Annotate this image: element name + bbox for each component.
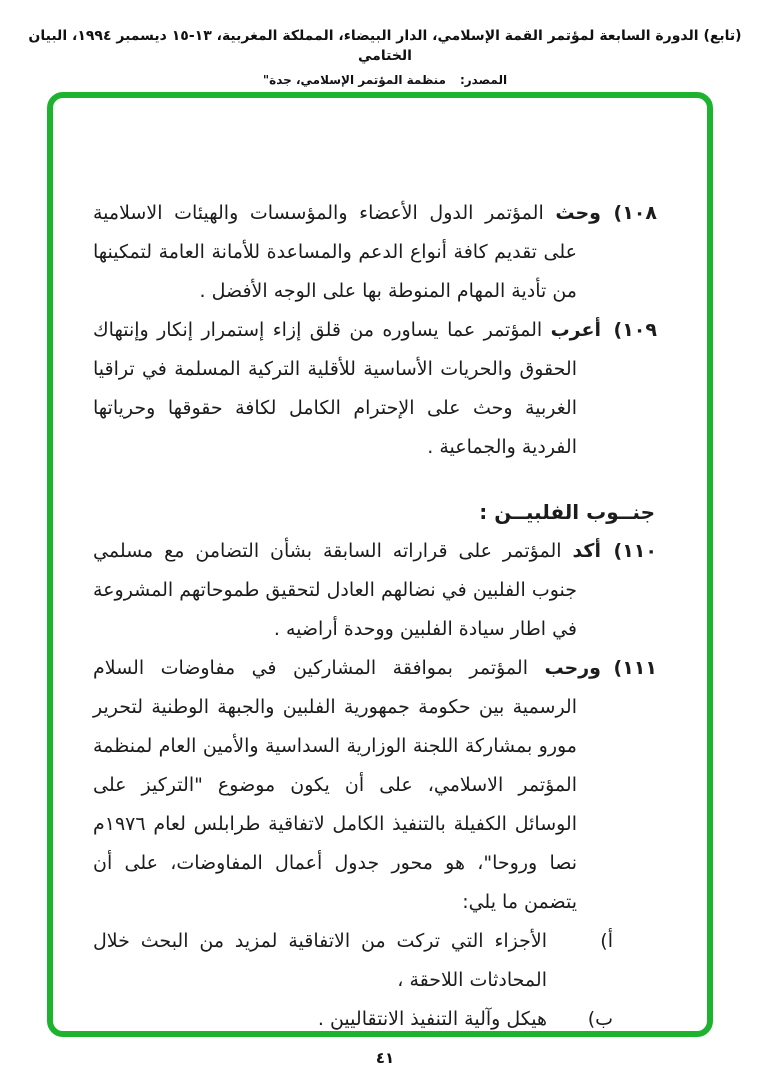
paragraph-110-lead: أكد bbox=[572, 540, 601, 562]
header-source-line bbox=[0, 73, 770, 87]
page-footer bbox=[0, 1048, 770, 1067]
page-number: ٤١ bbox=[375, 1049, 395, 1067]
header-citation: (تابع) الدورة السابعة لمؤتمر القمة الإسلامي، الدار البيضاء، المملكة المغربية، ١٣-١٥ ديسمبر ١٩٩٤، البيان الختامي bbox=[28, 28, 742, 64]
paragraph-110-text: المؤتمر على قراراته السابقة بشأن التضامن مع مسلمي جنوب الفلبين في نضالهم العادل لتحقيق طموحاتهم المشروعة في اطار سيادة الفلبين ووحدة أراضيه . bbox=[93, 540, 577, 640]
paragraph-108 bbox=[93, 194, 655, 311]
sub-item-a bbox=[93, 922, 655, 1000]
sub-item-b-text: هيكل وآلية التنفيذ الانتقاليين . bbox=[317, 1008, 547, 1030]
paragraph-109-text: المؤتمر عما يساوره من قلق إزاء إستمرار إنكار وإنتهاك الحقوق والحريات الأساسية للأقلية التركية المسلمة في تراقيا الغربية وحث على الإحترام الكامل لكافة حقوقها وحرياتها الفردية والجماعية . bbox=[93, 319, 577, 458]
page-header bbox=[0, 26, 770, 87]
paragraph-108-number: ١٠٨) bbox=[613, 202, 657, 224]
paragraph-111-text: المؤتمر بموافقة المشاركين في مفاوضات السلام الرسمية بين حكومة جمهورية الفلبين والجبهة الوطنية لتحرير مورو بمشاركة اللجنة الوزارية السداسية والأمين العام لمنظمة المؤتمر الاسلامي، على أن يكون موضوع "التركيز على الوسائل الكفيلة بالتنفيذ الكامل لاتفاقية طرابلس لعام ١٩٧٦م نصا وروحا"، هو محور جدول أعمال المفاوضات، على أن يتضمن ما يلي: bbox=[93, 657, 577, 913]
paragraph-111 bbox=[93, 649, 655, 922]
paragraph-110-number: ١١٠) bbox=[613, 540, 657, 562]
document-body bbox=[53, 98, 707, 1031]
sub-item-b bbox=[93, 1000, 655, 1039]
sub-item-b-marker: ب) bbox=[587, 1008, 613, 1030]
paragraph-109-number: ١٠٩) bbox=[613, 319, 657, 341]
paragraph-111-number: ١١١) bbox=[613, 657, 657, 679]
source-label: المصدر: bbox=[459, 73, 508, 87]
paragraph-109-lead: أعرب bbox=[550, 319, 601, 341]
paragraph-110 bbox=[93, 532, 655, 649]
paragraph-108-text: المؤتمر الدول الأعضاء والمؤسسات والهيئات الاسلامية على تقديم كافة أنواع الدعم والمساعدة للأمانة العامة لتمكينها من تأدية المهام المنوطة بها على الوجه الأفضل . bbox=[93, 202, 577, 302]
document-frame bbox=[47, 92, 713, 1037]
sub-item-a-marker: أ) bbox=[600, 930, 613, 952]
sub-item-a-text: الأجزاء التي تركت من الاتفاقية لمزيد من البحث خلال المحادثات اللاحقة ، bbox=[93, 930, 547, 991]
paragraph-109 bbox=[93, 311, 655, 467]
section-heading-southern-philippines: جنــوب الفلبيــن : bbox=[479, 500, 655, 524]
source-value: منظمة المؤتمر الإسلامي، جدة" bbox=[262, 73, 446, 87]
paragraph-111-lead: ورحب bbox=[544, 657, 601, 679]
paragraph-108-lead: وحث bbox=[555, 202, 601, 224]
